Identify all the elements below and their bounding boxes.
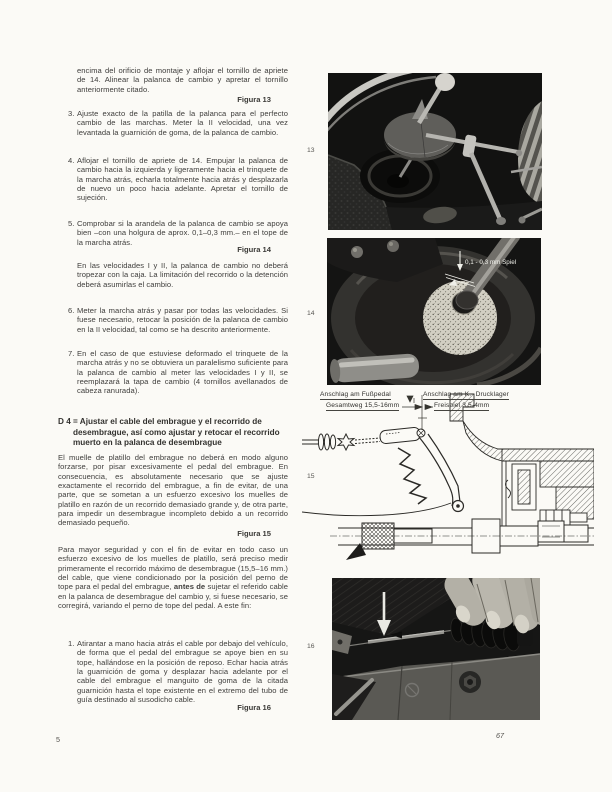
list-item-4-text: Aflojar el tornillo de apriete de 14. Empujar la palanca de cambio hacia la izquierda y ligeramente hacia el trinquete de la marcha atrás, echarla totalmente hacia atrás y desplazarla de nuevo un poco hacia adelante. Apretar el tornillo de sujeción.	[77, 156, 288, 203]
clearance-annotation-text: 0,1 - 0,3 mm Spiel	[465, 259, 517, 266]
list-item-1-text: Atirantar a mano hacia atrás el cable por debajo del vehículo, de forma que el pedal del embrague se apoye bien en su tope, hallándose en la posición de reposo. Echar hacia atrás la guarnición de goma y desplazar hacia adelante por el cable del embrague el manguito de goma de la citada guarnición hasta el tope existente en el extremo del tubo de guía destinado al susodicho cable.	[77, 639, 288, 705]
figure-15-caption: Figura 15	[237, 529, 271, 538]
figure-14-caption: Figura 14	[237, 245, 271, 254]
figure-13-photo	[328, 73, 542, 230]
list-item-6-number: 6.	[68, 306, 75, 315]
list-item-7-number: 7.	[68, 349, 75, 358]
paragraph-seguridad-part1: Para mayor seguridad y con el fin de evitar en todo caso un esfuerzo excesivo de los muelles de platillo, será preciso medir primeramente el recorrido máximo de desembrague (15,5–16 mm.) del cable, que viene condicionado por la posición del perno de tope para el pedal del embrague,	[58, 545, 288, 592]
paragraph-note: En las velocidades I y II, la palanca de cambio no deberá tropezar con la caja. La limitación del recorrido o la detención deberá asumirlas el cambio.	[77, 261, 288, 289]
list-item-3-text: Ajuste exacto de la patilla de la palanca para el perfecto cambio de las marchas. Meter la II velocidad, una vez levantada la guarnición de goma, de la palanca de cambio.	[77, 109, 288, 137]
gearbox-housing-section	[450, 394, 594, 528]
list-item-7-text: En el caso de que estuviese deformado el trinquete de la marcha atrás y no se obtuviera un paralelismo suficiente para la palanca de cambio al meter las velocidades I y II, se reemplazará la tapa de cambio (4 tornillos avellanados de cabeza ranurada).	[77, 349, 288, 396]
paragraph-seguridad	[58, 545, 288, 610]
figure-13-margin-number: 13	[307, 147, 315, 154]
list-item-1	[58, 639, 288, 704]
paragraph-seguridad-part2: sujetar el referido cable en la palanca de desembrague del cambio y, si fuese necesario, se corregirá, variando el perno de tope del pedal. A este fin:	[58, 582, 289, 611]
page-number-right: 67	[496, 731, 504, 740]
list-item-7	[58, 349, 288, 396]
figure-13-caption: Figura 13	[237, 95, 271, 104]
section-heading-text: Ajustar el cable del embrague y el recorrido de desembrague, así como ajustar y retocar el recorrido muerto en la palanca de desembrague	[73, 417, 280, 448]
paragraph-seguridad-bold: antes de	[173, 582, 206, 592]
figure-15-margin-number: 15	[307, 473, 315, 480]
list-item-3	[58, 109, 288, 137]
felt-washer-disc	[423, 281, 497, 355]
list-item-4	[58, 156, 288, 203]
list-item-4-number: 4.	[68, 156, 75, 165]
paragraph-intro: encima del orificio de montaje y aflojar el tornillo de apriete de 14. Alinear la palanca de cambio y apretar el tornillo anteriormente citado.	[77, 66, 288, 94]
list-item-6	[58, 306, 288, 334]
label-freispiel: Freispiel 3,5-4mm	[434, 402, 490, 409]
label-anschlag-fusspedal: Anschlag am Fußpedal	[320, 391, 391, 398]
figure-16-photo	[332, 578, 540, 720]
clutch-cable-assembly	[302, 427, 425, 450]
dimension-lines	[402, 395, 433, 430]
label-gesamtweg: Gesamtweg 15,5-16mm	[326, 402, 400, 409]
page-number-left: 5	[56, 735, 60, 744]
paragraph-muelle: El muelle de platillo del embrague no deberá en modo alguno forzarse, por pisar excesivamente el pedal del embrague. En consecuencia, es absolutamente necesario que se ajuste exactamente el recorrido del embrague, a fin de evitar, de una parte, que se sometan a un esfuerzo excesivo los muelles de platillo en razón de un recorrido demasiado grande y, de otra parte, para impedir un desembrague incompleto debido a un recorrido demasiado pequeño.	[58, 453, 288, 528]
list-item-5-text: Comprobar si la arandela de la palanca de cambio se apoya bien –con una holgura de aprox. 0,1–0,3 mm.– en el tope de la marcha atrás.	[77, 219, 288, 247]
label-anschlag-drucklager: Anschlag am K.- Drucklager	[423, 391, 509, 398]
figure-14-margin-number: 14	[307, 310, 315, 317]
figure-14-photo	[327, 238, 541, 385]
figure-16-caption: Figura 16	[237, 703, 271, 712]
list-item-3-number: 3.	[68, 109, 75, 118]
list-item-5	[58, 219, 288, 247]
section-heading-prefix: D 4 =	[58, 417, 78, 426]
figure-16-margin-number: 16	[307, 643, 315, 650]
section-heading-d4	[58, 417, 294, 449]
list-item-6-text: Meter la marcha atrás y pasar por todas las velocidades. Si fuese necesario, retocar la posición de la palanca de cambio en la II velocidad, tal como se ha descrito anteriormente.	[77, 306, 288, 334]
figure-15-diagram	[302, 390, 594, 568]
list-item-1-number: 1.	[68, 639, 75, 648]
list-item-5-number: 5.	[68, 219, 75, 228]
input-shaft	[330, 519, 594, 560]
